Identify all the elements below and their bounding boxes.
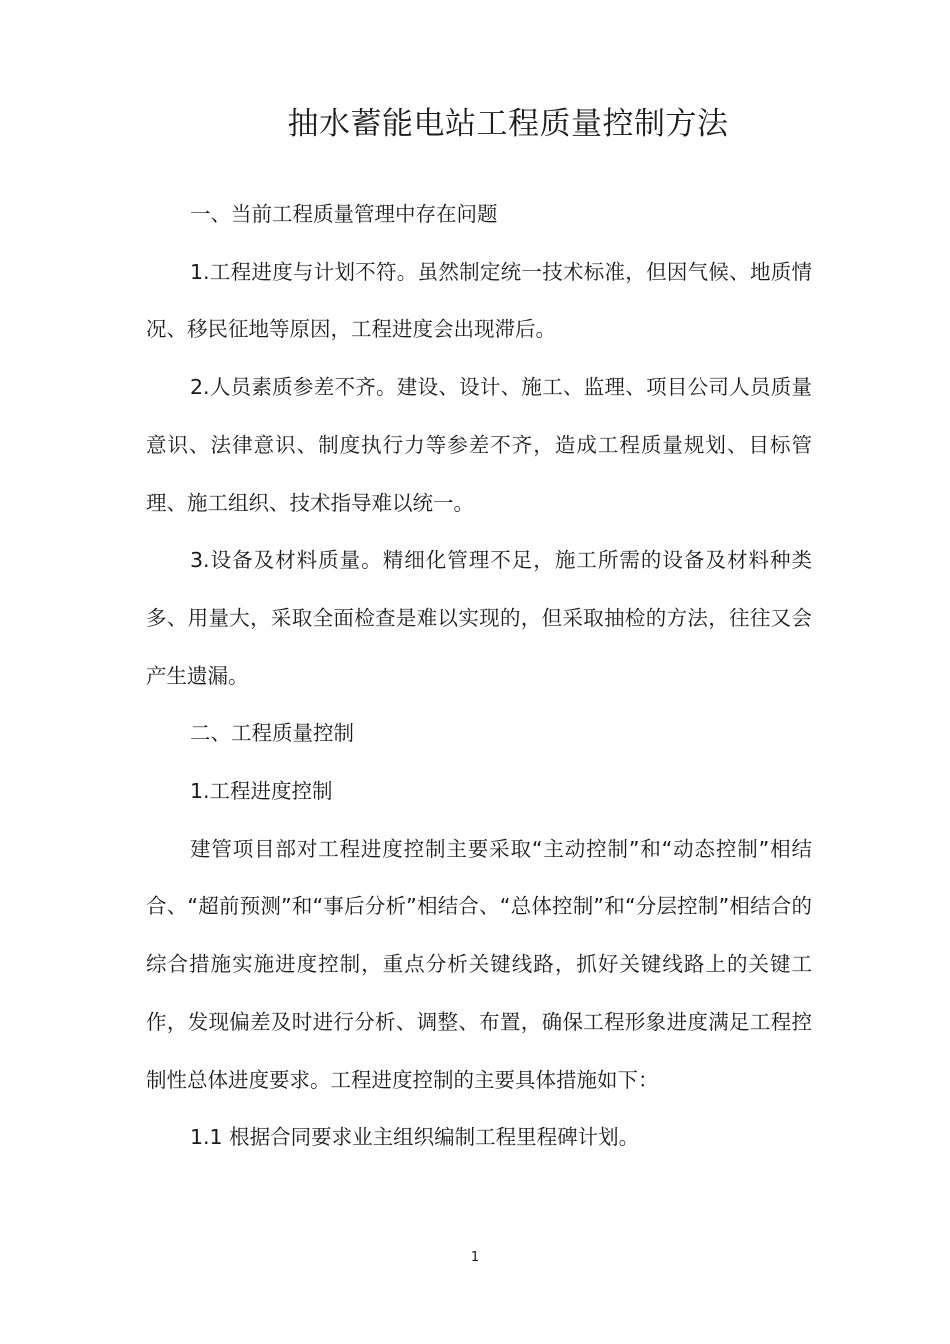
document-title: 抽水蓄能电站工程质量控制方法 (287, 106, 729, 142)
paragraph-issue-2: 2.人员素质参差不齐。建设、设计、施工、监理、项目公司人员质量意识、法律意识、制度执行力等参差不齐，造成工程质量规划、目标管理、施工组织、技术指导难以统一。 (146, 375, 812, 515)
paragraph-progress-control: 建管项目部对工程进度控制主要采取“主动控制”和“动态控制”相结合、“超前预测”和“事后分析”相结合、“总体控制”和“分层控制”相结合的综合措施实施进度控制，重点分析关键线路，抓好关键线路上的关键工作，发现偏差及时进行分析、调整、布置，确保工程形象进度满足工程控制性总体进度要求。工程进度控制的主要具体措施如下： (146, 836, 812, 1092)
document-body (146, 186, 812, 1167)
section-heading-2: 二、工程质量控制 (190, 721, 354, 746)
subheading-progress-control: 1.工程进度控制 (190, 779, 333, 804)
section-heading-1: 一、当前工程质量管理中存在问题 (190, 202, 498, 226)
page-number: 1 (470, 1250, 480, 1265)
paragraph-issue-1: 1.工程进度与计划不符。虽然制定统一技术标准，但因气候、地质情况、移民征地等原因，工程进度会出现滞后。 (146, 259, 812, 342)
paragraph-measure-1-1: 1.1 根据合同要求业主组织编制工程里程碑计划。 (190, 1125, 640, 1150)
paragraph-issue-3: 3.设备及材料质量。精细化管理不足，施工所需的设备及材料种类多、用量大，采取全面检查是难以实现的，但采取抽检的方法，往往又会产生遗漏。 (146, 548, 812, 688)
